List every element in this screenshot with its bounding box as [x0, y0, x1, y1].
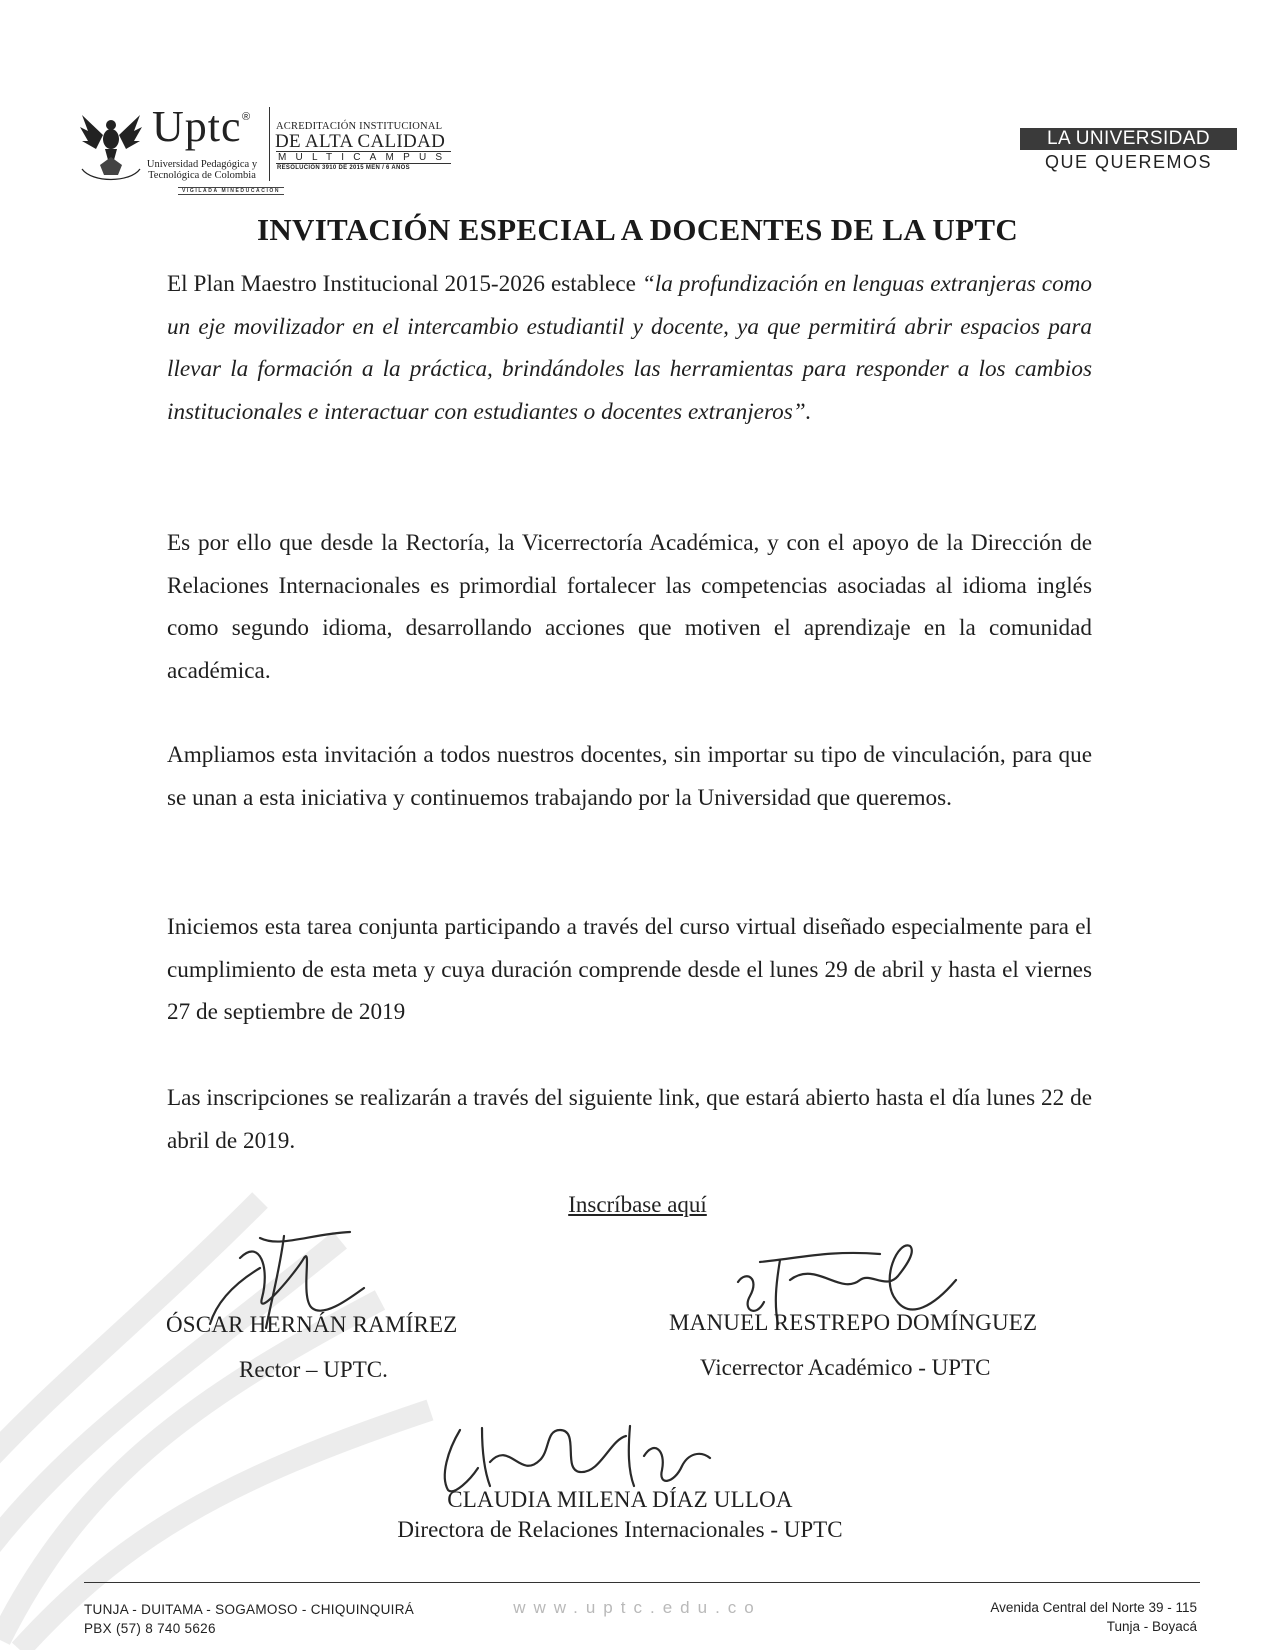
page-title: INVITACIÓN ESPECIAL A DOCENTES DE LA UPTC: [256, 212, 1019, 247]
signature-3-name: CLAUDIA MILENA DÍAZ ULLOA: [447, 1487, 793, 1512]
tagline-sub: QUE QUEREMOS: [1044, 152, 1213, 172]
signature-2-name: MANUEL RESTREPO DOMÍNGUEZ: [669, 1310, 1038, 1335]
footer-website[interactable]: www.uptc.edu.co: [513, 1598, 762, 1617]
accreditation-line2: DE ALTA CALIDAD: [275, 131, 446, 152]
footer-phone: PBX (57) 8 740 5626: [84, 1621, 216, 1636]
footer-right: [990, 1598, 1197, 1636]
registration-link[interactable]: Inscríbase aquí: [568, 1192, 707, 1217]
logo-divider: [269, 107, 270, 181]
footer-cities: TUNJA - DUITAMA - SOGAMOSO - CHIQUINQUIRÁ: [84, 1602, 415, 1617]
signature-1-name: ÓSCAR HERNÁN RAMÍREZ: [166, 1312, 458, 1337]
eagle-crest-icon: [78, 109, 144, 187]
footer-address: Avenida Central del Norte 39 - 115: [990, 1600, 1197, 1615]
registered-mark: ®: [242, 111, 251, 123]
vigilada-label: VIGILADA MINEDUCACIÓN: [178, 187, 284, 195]
signature-3-role: Directora de Relaciones Internacionales - UPTC: [397, 1517, 843, 1542]
paragraph-5: Las inscripciones se realizarán a través del siguiente link, que estará abierto hasta el día lunes 22 de abril de 2019.: [167, 1085, 1092, 1154]
accreditation-line1: ACREDITACIÓN INSTITUCIONAL: [276, 121, 443, 132]
paragraph-2: Es por ello que desde la Rectoría, la Vicerrectoría Académica, y con el apoyo de la Dirección de Relaciones Internacionales es primordial fortalecer las competencias asociadas al idioma inglés como segundo idioma, desarrollando acciones que motiven el aprendizaje en la comunidad académica.: [167, 530, 1092, 684]
footer-city: Tunja - Boyacá: [1106, 1619, 1197, 1634]
uptc-logo: [78, 103, 458, 199]
signature-2-role: Vicerrector Académico - UPTC: [700, 1355, 991, 1380]
paragraph-3: Ampliamos esta invitación a todos nuestros docentes, sin importar su tipo de vinculación, para que se unan a esta iniciativa y continuemos trabajando por la Universidad que queremos.: [167, 742, 1092, 811]
paragraph-4: Iniciemos esta tarea conjunta participando a través del curso virtual diseñado especialmente para el cumplimiento de esta meta y cuya duración comprende desde el lunes 29 de abril y hasta el viernes 27 de septiembre de 2019: [167, 914, 1092, 1025]
accreditation-resolution: RESOLUCIÓN 3910 DE 2015 MEN / 6 AÑOS: [277, 165, 410, 171]
university-name-line2: Tecnológica de Colombia: [148, 170, 256, 181]
paragraph-1-quote: “la profundización en lenguas extranjeras como un eje movilizador en el intercambio estudiantil y docente, ya que permitirá abrir espacios para llevar la formación a la práctica, brindándoles las herramientas para responder a los cambios institucionales e interactuar con estudiantes o docentes extranjeros”.: [167, 271, 1092, 425]
accreditation-line3: MULTICAMPUS: [278, 152, 452, 163]
paragraph-1-intro: El Plan Maestro Institucional 2015-2026 establece: [167, 271, 642, 297]
tagline-box: LA UNIVERSIDAD: [1020, 128, 1237, 150]
logo-wordmark: Uptc: [152, 102, 242, 151]
registration-link-row: [0, 1192, 1275, 1218]
paragraph-1: [167, 263, 1092, 433]
footer-divider: [84, 1582, 1200, 1583]
university-name-line1: Universidad Pedagógica y: [146, 159, 258, 170]
university-name: [142, 159, 262, 181]
signature-1-role: Rector – UPTC.: [239, 1357, 388, 1382]
